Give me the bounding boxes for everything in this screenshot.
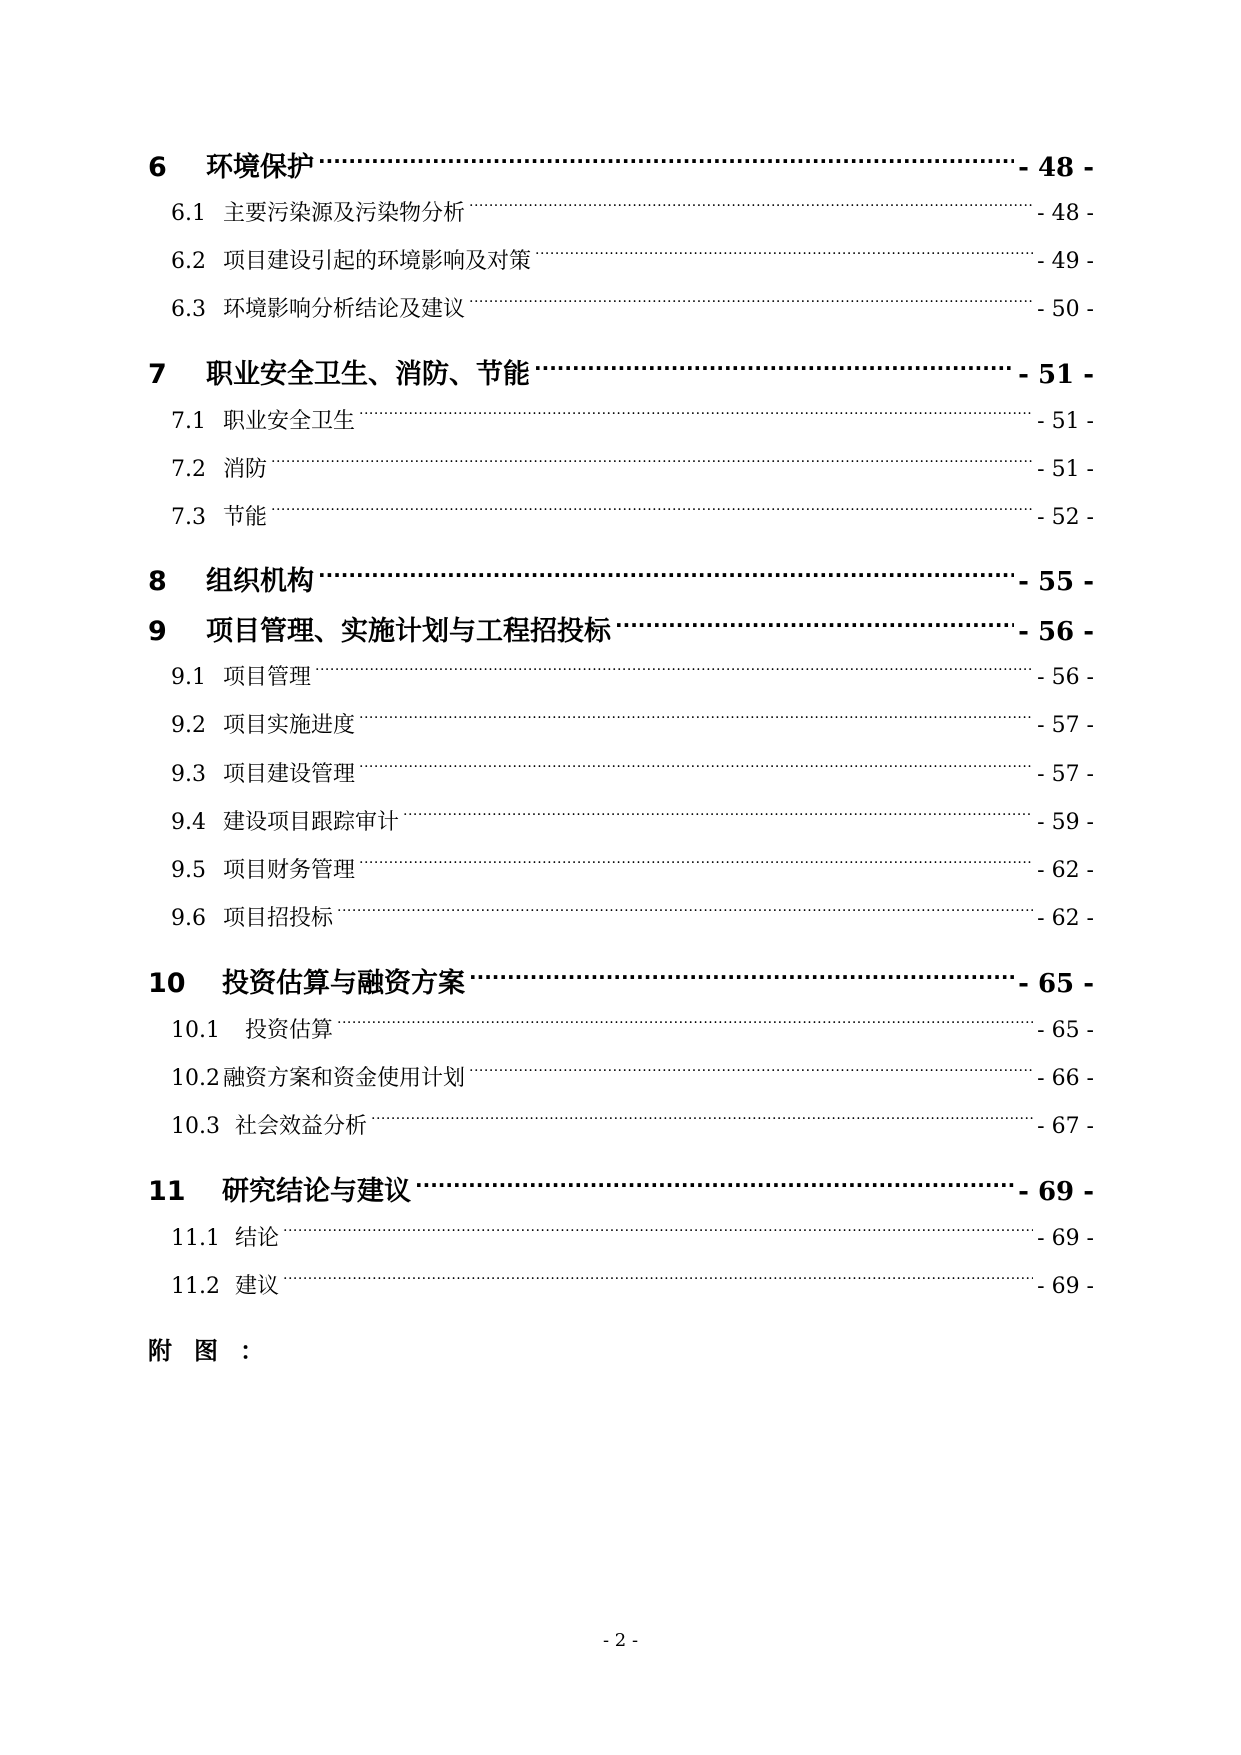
toc-entry[interactable] — [171, 404, 1094, 440]
toc-entry-number: 9.6 — [171, 906, 206, 931]
toc-entry-number: 9 — [148, 616, 167, 647]
toc-entry[interactable] — [148, 1172, 1094, 1212]
toc-entry-title: 项目财务管理 — [223, 858, 356, 883]
toc-leader-dots — [283, 1271, 1033, 1293]
toc-entry-title: 主要污染源及污染物分析 — [223, 201, 466, 226]
toc-entry-title: 职业安全卫生、消防、节能 — [206, 359, 530, 390]
toc-entry[interactable] — [171, 1013, 1094, 1049]
toc-leader-dots — [359, 406, 1033, 428]
toc-leader-dots — [415, 1173, 1014, 1200]
toc-entry-page: - 51 - — [1018, 360, 1094, 390]
toc-entry-title: 建议 — [235, 1274, 280, 1299]
toc-leader-dots — [283, 1223, 1033, 1245]
toc-leader-dots — [535, 246, 1033, 268]
toc-entry[interactable] — [148, 964, 1094, 1004]
toc-entry-number: 10.3 — [171, 1114, 220, 1139]
toc-leader-dots — [469, 198, 1033, 220]
toc-entry[interactable] — [171, 1061, 1094, 1097]
toc-leader-dots — [337, 903, 1033, 925]
toc-leader-dots — [318, 563, 1014, 590]
toc-entry-page: - 62 - — [1037, 906, 1094, 931]
toc-entry-title: 项目招投标 — [223, 906, 334, 931]
toc-leader-dots — [337, 1015, 1033, 1037]
toc-entry[interactable] — [171, 660, 1094, 696]
toc-entry-number: 10.2 — [171, 1066, 220, 1091]
toc-entry-title: 环境影响分析结论及建议 — [223, 297, 466, 322]
toc-leader-dots — [371, 1111, 1033, 1133]
toc-leader-dots — [315, 662, 1033, 684]
toc-leader-dots — [271, 502, 1033, 524]
toc-leader-dots — [359, 759, 1033, 781]
toc-entry[interactable] — [171, 757, 1094, 793]
toc-entry-number: 8 — [148, 566, 167, 597]
toc-entry-title: 项目建设引起的环境影响及对策 — [223, 249, 532, 274]
toc-entry-title: 节能 — [223, 505, 268, 530]
toc-entry-number: 6.1 — [171, 201, 206, 226]
toc-leader-dots — [469, 1063, 1033, 1085]
toc-entry-title: 组织机构 — [206, 566, 314, 597]
toc-entry[interactable] — [148, 612, 1094, 652]
toc-entry-number: 9.3 — [171, 762, 206, 787]
toc-entry-page: - 66 - — [1037, 1066, 1094, 1091]
toc-entry-title: 项目建设管理 — [223, 762, 356, 787]
toc-leader-dots — [534, 356, 1014, 383]
toc-leader-dots — [359, 710, 1033, 732]
toc-entry-title: 融资方案和资金使用计划 — [223, 1066, 466, 1091]
toc-entry-page: - 57 - — [1037, 713, 1094, 738]
toc-entry-page: - 65 - — [1037, 1018, 1094, 1043]
toc-entry-number: 9.1 — [171, 665, 206, 690]
toc-entry-title: 投资估算 — [245, 1018, 334, 1043]
toc-entry-title: 职业安全卫生 — [223, 409, 356, 434]
toc-entry[interactable] — [171, 1269, 1094, 1305]
toc-entry-number: 10.1 — [171, 1018, 220, 1043]
toc-leader-dots — [318, 149, 1014, 176]
toc-entry[interactable] — [171, 901, 1094, 937]
toc-entry[interactable] — [171, 452, 1094, 488]
toc-entry-number: 7.1 — [171, 409, 206, 434]
toc-entry-number: 7.2 — [171, 457, 206, 482]
toc-entry-page: - 57 - — [1037, 762, 1094, 787]
toc-leader-dots — [469, 965, 1014, 992]
toc-entry-page: - 48 - — [1037, 201, 1094, 226]
toc-entry-title: 研究结论与建议 — [222, 1176, 411, 1207]
toc-leader-dots — [359, 855, 1033, 877]
toc-entry[interactable] — [148, 355, 1094, 395]
toc-entry-page: - 51 - — [1037, 409, 1094, 434]
toc-entry-title: 投资估算与融资方案 — [222, 968, 465, 999]
toc-entry-page: - 69 - — [1018, 1177, 1094, 1207]
toc-leader-dots — [271, 454, 1033, 476]
toc-entry[interactable] — [148, 148, 1094, 188]
toc-entry-page: - 69 - — [1037, 1274, 1094, 1299]
toc-entry[interactable] — [171, 853, 1094, 889]
toc-entry-page: - 69 - — [1037, 1226, 1094, 1251]
toc-entry-page: - 56 - — [1037, 665, 1094, 690]
toc-entry-number: 9.2 — [171, 713, 206, 738]
appendix-heading: 附图： — [148, 1337, 286, 1365]
toc-entry-number: 7 — [148, 359, 167, 390]
toc-entry-number: 10 — [148, 968, 186, 999]
toc-entry-number: 7.3 — [171, 505, 206, 530]
toc-entry[interactable] — [148, 562, 1094, 602]
toc-entry-page: - 56 - — [1018, 617, 1094, 647]
toc-entry[interactable] — [171, 1109, 1094, 1145]
toc-entry[interactable] — [171, 244, 1094, 280]
toc-entry[interactable] — [171, 1221, 1094, 1257]
toc-leader-dots — [469, 294, 1033, 316]
toc-entry-page: - 59 - — [1037, 810, 1094, 835]
toc-entry-title: 消防 — [223, 457, 268, 482]
toc-entry-title: 环境保护 — [206, 152, 314, 183]
toc-entry-page: - 49 - — [1037, 249, 1094, 274]
toc-entry-title: 项目管理、实施计划与工程招投标 — [206, 616, 611, 647]
toc-entry-page: - 51 - — [1037, 457, 1094, 482]
toc-entry-number: 11 — [148, 1176, 186, 1207]
toc-entry-number: 11.2 — [171, 1274, 220, 1299]
page-number: - 2 - — [602, 1630, 639, 1651]
toc-entry-page: - 52 - — [1037, 505, 1094, 530]
toc-entry-number: 9.5 — [171, 858, 206, 883]
toc-leader-dots — [615, 613, 1014, 640]
toc-entry-title: 社会效益分析 — [235, 1114, 368, 1139]
toc-entry-page: - 62 - — [1037, 858, 1094, 883]
toc-entry[interactable] — [171, 500, 1094, 536]
toc-entry-page: - 55 - — [1018, 567, 1094, 597]
toc-entry-title: 项目实施进度 — [223, 713, 356, 738]
toc-entry-title: 结论 — [235, 1226, 280, 1251]
toc-entry-page: - 67 - — [1037, 1114, 1094, 1139]
toc-entry[interactable] — [171, 708, 1094, 744]
toc-entry-title: 项目管理 — [223, 665, 312, 690]
toc-entry[interactable] — [171, 196, 1094, 232]
toc-entry[interactable] — [171, 805, 1094, 841]
toc-entry-page: - 50 - — [1037, 297, 1094, 322]
toc-entry-number: 6 — [148, 152, 167, 183]
toc-leader-dots — [403, 807, 1033, 829]
toc-entry-title: 建设项目跟踪审计 — [223, 810, 400, 835]
toc-entry-number: 6.2 — [171, 249, 206, 274]
toc-entry-number: 9.4 — [171, 810, 206, 835]
toc-entry-number: 6.3 — [171, 297, 206, 322]
toc-entry-number: 11.1 — [171, 1226, 220, 1251]
toc-entry-page: - 48 - — [1018, 153, 1094, 183]
toc-entry[interactable] — [171, 292, 1094, 328]
toc-entry-page: - 65 - — [1018, 969, 1094, 999]
